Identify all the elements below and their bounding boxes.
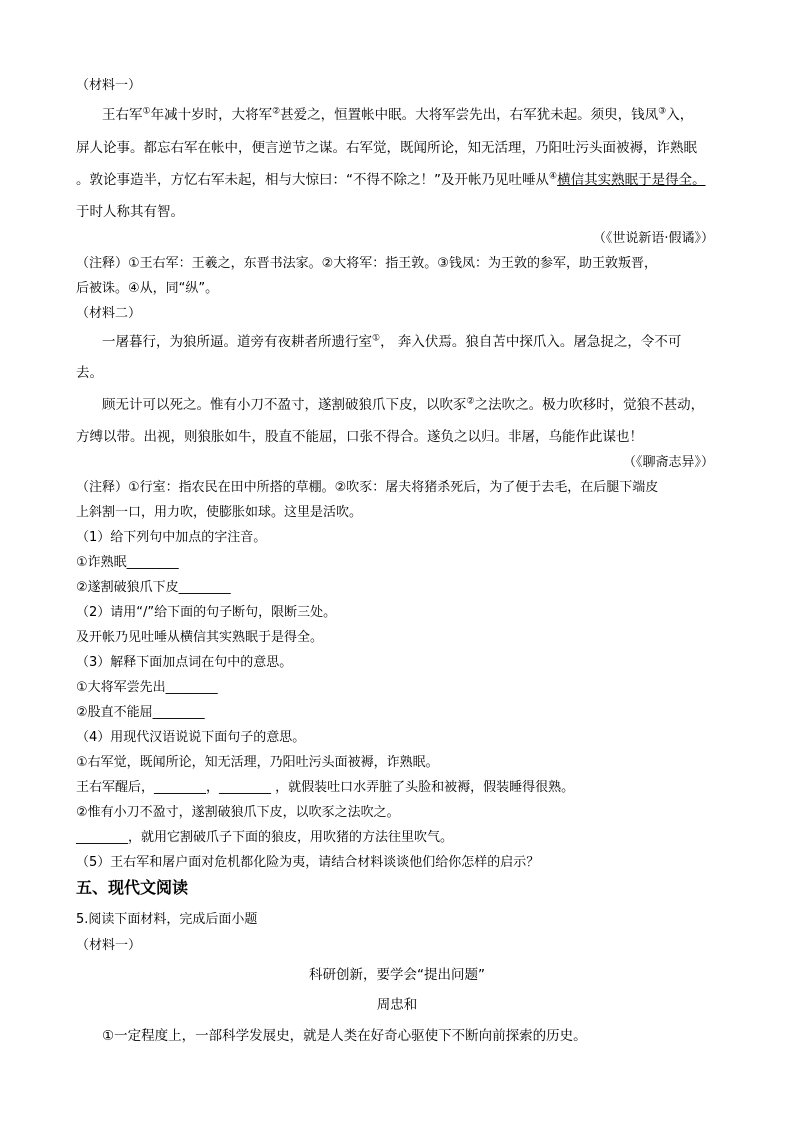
note-ref-2: ② xyxy=(272,106,281,117)
section-intro: 5.阅读下面材料，完成后面小题 xyxy=(76,912,258,927)
section-material-label: （材料一） xyxy=(76,938,142,953)
question-3: （3）解释下面加点词在句中的意思。 xyxy=(76,655,293,670)
material-1-source: （《世说新语·假谲》） xyxy=(592,231,714,246)
question-4-item-b: ②惟有小刀不盈寸，遂割破狼爪下皮，以吹豕之法吹之。 xyxy=(76,805,400,820)
material-2-line-1: 一屠暮行，为狼所逼。道旁有夜耕者所遗行室①， 奔入伏焉。狼自苫中探爪入。屠急捉之，令不可 xyxy=(102,333,682,350)
material-1-line-1: 王右军①年减十岁时，大将军②甚爱之，恒置帐中眠。大将军尝先出，右军犹未起。须臾，钱凤③入， xyxy=(102,106,694,123)
question-4-answer-b: ________，就用它割破爪子下面的狼皮，用吹猪的方法往里吹气。 xyxy=(76,830,454,845)
question-2: （2）请用“/”给下面的句子断句，限断三处。 xyxy=(76,605,337,620)
question-1-item-b: ②遂割破狼爪下皮________ xyxy=(76,580,231,595)
question-2-sentence: 及开帐乃见吐唾从横信其实熟眠于是得全。 xyxy=(76,630,324,645)
question-4-answer-a: 王右军醒后，________，________ ，就假装吐口水弄脏了头脸和被褥，假装睡得很熟。 xyxy=(76,780,575,795)
material-1-line-2: 屏人论事。都忘右军在帐中，便言逆节之谋。右军觉，既闻所论，知无活理，乃阳吐污头面被褥，诈熟眠 xyxy=(76,140,697,156)
question-1: （1）给下列句中加点的字注音。 xyxy=(76,530,267,545)
question-4-item-a: ①右军觉，既闻所论，知无活理，乃阳吐污头面被褥，诈熟眠。 xyxy=(76,755,439,770)
question-3-item-a: ①大将军尝先出________ xyxy=(76,680,218,695)
article-paragraph-1: ①一定程度上，一部科学发展史，就是人类在好奇心驱使下不断向前探索的历史。 xyxy=(102,1028,587,1044)
material-1-label: （材料一） xyxy=(76,78,142,93)
material-2-source: （《聊斋志异》） xyxy=(622,455,714,470)
material-1-line-3: 。敦论事造半，方忆右军未起，相与大惊曰：“不得不除之！”及开帐乃见吐唾从④横信其实熟眠于是得全。 xyxy=(76,171,706,188)
note-ref-1: ① xyxy=(372,333,381,344)
question-5: （5）王右军和屠户面对危机都化险为夷，请结合材料谈谈他们给你怎样的启示？ xyxy=(76,855,540,870)
material-2-line-4: 方缚以带。出视，则狼胀如牛，股直不能屈，口张不得合。遂负之以归。非屠，乌能作此谋也！ xyxy=(76,429,643,445)
article-author: 周忠和 xyxy=(376,997,418,1013)
material-1-note-line-1: （注释）①王右军：王羲之，东晋书法家。②大将军：指王敦。③钱凤：为王敦的参军，助王敦叛晋， xyxy=(76,256,657,271)
question-1-item-a: ①诈熟眠________ xyxy=(76,555,179,570)
material-2-note-line-1: （注释）①行室：指农民在田中所搭的草棚。②吹豕：屠夫将猪杀死后，为了便于去毛，在后腿下端皮 xyxy=(76,480,659,495)
material-1-note-line-2: 后被诛。④从，同“纵”。 xyxy=(76,281,219,296)
material-2-label: （材料二） xyxy=(76,306,142,321)
material-1-line-4: 于时人称其有智。 xyxy=(76,204,184,220)
question-3-item-b: ②股直不能屈________ xyxy=(76,705,205,720)
material-2-line-2: 去。 xyxy=(76,365,103,381)
material-2-line-3: 顾无计可以死之。惟有小刀不盈寸，遂割破狼爪下皮，以吹豕②之法吹之。极力吹移时，觉狼不甚动， xyxy=(102,396,705,413)
article-title: 科研创新，要学会“提出问题” xyxy=(309,967,485,983)
note-ref-3: ③ xyxy=(658,106,667,117)
material-2-note-line-2: 上斜割一口，用力吹，使膨胀如球。这里是活吹。 xyxy=(76,505,363,520)
note-ref-4: ④ xyxy=(549,171,558,182)
note-ref-2: ② xyxy=(466,396,475,407)
question-4: （4）用现代汉语说说下面句子的意思。 xyxy=(76,730,306,745)
note-ref-1: ① xyxy=(142,106,151,117)
section-heading: 五、现代文阅读 xyxy=(76,878,189,897)
